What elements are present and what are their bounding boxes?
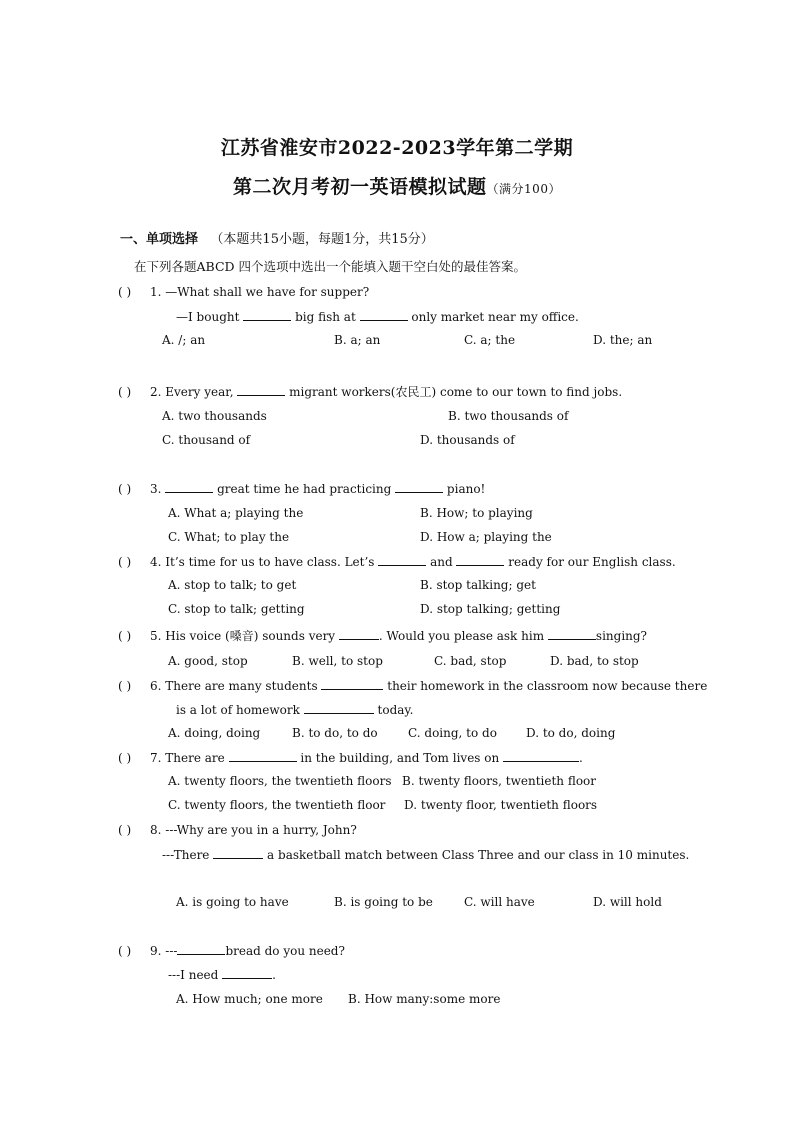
answer-blank[interactable] [237, 384, 285, 396]
answer-paren[interactable]: ( ) [118, 385, 132, 399]
option-d: D. to do, doing [526, 726, 616, 740]
option-c: C. What; to play the [168, 530, 290, 544]
answer-paren[interactable]: ( ) [118, 555, 132, 569]
answer-blank[interactable] [213, 847, 263, 859]
answer-blank[interactable] [222, 967, 272, 979]
section-heading [120, 228, 434, 247]
option-c: C. twenty floors, the twentieth floor [168, 798, 386, 812]
option-b: B. twenty floors, twentieth floor [402, 774, 597, 788]
answer-paren[interactable]: ( ) [118, 944, 132, 958]
option-b: B. to do, to do [292, 726, 378, 740]
option-b: B. two thousands of [448, 409, 569, 423]
question-8-line2: ---There a basketball match between Class Three and our class in 10 minutes. [162, 848, 690, 862]
question-1-line2: —I bought big fish at only market near my office. [176, 310, 579, 324]
answer-paren[interactable]: ( ) [118, 629, 132, 643]
question-9: ( ) 9. --- bread do you need? [118, 944, 345, 958]
answer-blank[interactable] [360, 309, 408, 321]
option-a: A. What a; playing the [168, 506, 304, 520]
answer-blank[interactable] [304, 702, 374, 714]
option-c: C. a; the [464, 333, 516, 347]
answer-blank[interactable] [503, 750, 579, 762]
answer-blank[interactable] [339, 628, 379, 640]
option-d: D. thousands of [420, 433, 515, 447]
option-c: C. stop to talk; getting [168, 602, 305, 616]
option-c: C. bad, stop [434, 654, 507, 668]
option-d: D. How a; playing the [420, 530, 552, 544]
question-7: ( ) 7. There are in the building, and Tom lives on . [118, 751, 583, 765]
option-d: D. the; an [593, 333, 653, 347]
option-b: B. a; an [334, 333, 381, 347]
question-6: ( ) 6. There are many students their homework in the classroom now because there [118, 679, 708, 693]
question-6-line2: is a lot of homework today. [176, 703, 414, 717]
answer-blank[interactable] [456, 554, 504, 566]
option-b: B. How many:some more [348, 992, 501, 1006]
answer-blank[interactable] [165, 481, 213, 493]
section-instruction: 在下列各题ABCD 四个选项中选出一个能填入题干空白处的最佳答案。 [134, 259, 527, 274]
answer-paren[interactable]: ( ) [118, 482, 132, 496]
option-d: D. twenty floor, twentieth floors [404, 798, 598, 812]
question-1: ( ) 1. —What shall we have for supper? [118, 285, 370, 299]
option-c: C. doing, to do [408, 726, 497, 740]
answer-blank[interactable] [321, 678, 383, 690]
option-a: A. is going to have [176, 895, 289, 909]
answer-blank[interactable] [177, 943, 225, 955]
option-a: A. How much; one more [176, 992, 323, 1006]
exam-title-line2 [0, 172, 794, 199]
question-9-line2: ---I need . [168, 968, 276, 982]
answer-blank[interactable] [243, 309, 291, 321]
exam-title-text: 第二次月考初一英语模拟试题 [233, 176, 487, 198]
question-5: ( ) 5. His voice (嗓音) sounds very . Would you please ask him singing? [118, 629, 647, 643]
option-b: B. well, to stop [292, 654, 383, 668]
question-4: ( ) 4. It’s time for us to have class. Let’s and ready for our English class. [118, 555, 676, 569]
option-a: A. doing, doing [168, 726, 261, 740]
answer-blank[interactable] [395, 481, 443, 493]
answer-blank[interactable] [229, 750, 297, 762]
section-title: 一、单项选择 [120, 232, 199, 247]
option-c: C. will have [464, 895, 535, 909]
full-marks: （满分100） [486, 182, 561, 196]
answer-paren[interactable]: ( ) [118, 823, 132, 837]
answer-paren[interactable]: ( ) [118, 285, 132, 299]
answer-paren[interactable]: ( ) [118, 679, 132, 693]
option-b: B. is going to be [334, 895, 433, 909]
option-a: A. two thousands [162, 409, 267, 423]
option-a: A. twenty floors, the twentieth floors [168, 774, 392, 788]
option-a: A. /; an [162, 333, 206, 347]
option-b: B. stop talking; get [420, 578, 536, 592]
section-note: （本题共15小题，每题1分，共15分） [210, 232, 434, 247]
question-3: ( ) 3. great time he had practicing piano! [118, 482, 486, 496]
answer-blank[interactable] [548, 628, 596, 640]
answer-paren[interactable]: ( ) [118, 751, 132, 765]
option-d: D. stop talking; getting [420, 602, 561, 616]
option-b: B. How; to playing [420, 506, 533, 520]
exam-title-line1: 江苏省淮安市2022-2023学年第二学期 [220, 137, 574, 159]
option-d: D. will hold [593, 895, 662, 909]
option-a: A. stop to talk; to get [168, 578, 297, 592]
option-a: A. good, stop [168, 654, 248, 668]
answer-blank[interactable] [378, 554, 426, 566]
option-d: D. bad, to stop [550, 654, 639, 668]
question-8: ( ) 8. ---Why are you in a hurry, John? [118, 823, 357, 837]
option-c: C. thousand of [162, 433, 251, 447]
question-2: ( ) 2. Every year, migrant workers(农民工) come to our town to find jobs. [118, 385, 623, 399]
